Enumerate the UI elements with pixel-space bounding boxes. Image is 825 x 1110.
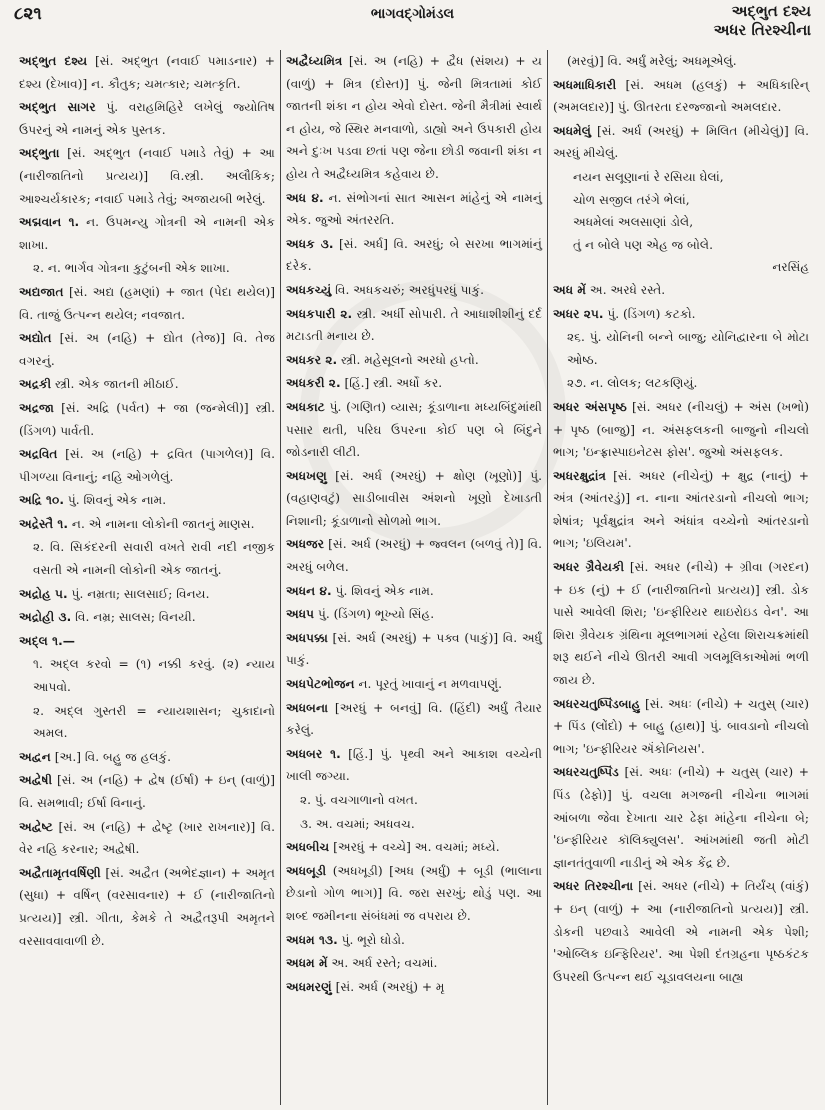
dictionary-entry [19, 96, 275, 141]
dictionary-entry [19, 536, 275, 581]
dictionary-entry [286, 627, 542, 672]
dictionary-entry [553, 120, 809, 165]
page-header [0, 0, 825, 50]
dictionary-entry [19, 142, 275, 210]
entry-definition: ન. પૂરતું ખાવાનું ન મળવાપણું. [354, 677, 503, 692]
entry-definition: વિ. અધકચરું; અરધુંપરધું પાકું. [331, 282, 484, 297]
entry-headword: અદ્ભુતા [19, 146, 60, 161]
entry-definition: અ. અર્ધ રસ્તે; વચમાં. [327, 956, 438, 971]
entry-definition: (અધખૂડી) [અધ (અર્ધું) + બૂડી (ભાલાના છેડાનો ગોળ ભાગ)] વિ. જરા સરખું; થોડું પણ. આ શબ્દ જમીનના સંબંધમાં જ વપરાય છે. [286, 863, 542, 923]
dictionary-entry [19, 769, 275, 814]
entry-headword: અધબીચ [286, 840, 330, 855]
entry-definition: [સં. અદ્ય (હમણાં) + જાત (પેદા થયેલ)] વિ. તાજું ઉત્પન્ન થયેલ; નવજાત. [19, 284, 275, 322]
dictionary-entry [286, 303, 542, 348]
entry-definition: ન. સંભોગનાં સાત આસન માંહેનું એ નામનું એક. જુઓ અંતરરતિ. [286, 190, 542, 228]
entry-definition: [સં. અદ્વૈત (અભેદજ્ઞાન) + અમૃત (સુધા) + વર્ષિન્ (વરસાવનાર) + ઈ (નારીજાતિનો પ્રત્યય)] સ્ત્રી. ગીતા, કેમકે તે અદ્વૈતરૂપી અમૃતને વરસાવવાવાળી છે. [19, 865, 275, 948]
entry-definition: ન. એ નામના લોકોની જાતનું માણસ. [68, 516, 255, 531]
entry-headword: અધકચ્યું [286, 282, 332, 297]
entry-definition: [સં. અધમ (હલકું) + અધિકારિન્ (અમલદાર)] પું. ઊતરતા દરજ્જાનો અમલદાર. [553, 77, 809, 115]
entry-definition: સ્ત્રી. મહેસૂલનો અરધો હપ્તો. [337, 352, 479, 367]
verse-line: તું ન બોલે પણ એહ જ બોલે. [573, 237, 713, 252]
dictionary-entry [19, 583, 275, 606]
dictionary-entry [19, 211, 275, 256]
entry-headword: અદ્મવાન ૧. [19, 215, 80, 230]
entry-definition: ૧. અદ્લ કરવો = (૧) નક્કી કરવું. (૨) ન્યાય આપવો. [33, 657, 275, 695]
page-number: ૮૨૧ [14, 4, 42, 24]
entry-definition: [અરધું + વચ્ચે] અ. વચમાં; મધ્યે. [329, 840, 500, 855]
entry-definition: ૩. અ. વચમાં; અધવચ. [300, 816, 415, 831]
dictionary-entry [286, 836, 542, 859]
dictionary-entry [19, 816, 275, 861]
entry-headword: અધકર ૨. [286, 352, 338, 367]
entry-definition: ૨. પું. વચગાળાનો વખત. [300, 793, 418, 807]
dictionary-entry [286, 813, 542, 836]
book-title: ભાગવદ્ગોમંડલ [370, 6, 455, 22]
entry-headword: અદ્વેષી [19, 773, 53, 788]
entry-headword: અદ્ભુત દશ્ય [19, 54, 88, 68]
dictionary-entry [19, 397, 275, 442]
entry-headword: અધરચતુષ્પિંડ [553, 765, 619, 780]
entry-definition: વિ. નમ્ર; સાલસ; વિનયી. [71, 610, 196, 625]
entry-definition: [સં. અર્ધ (અરધું) + મિલિત (મીચેલું)] વિ. અરધું મીચેલું. [553, 123, 809, 161]
dictionary-entry [286, 396, 542, 464]
entry-definition: પું. (ગણિત) વ્યાસ; કૂંડાળાના મધ્યબિંદુમાંથી પસાર થતી, પરિઘ ઉપરના કોઈ પણ બે બિંદુને જોડનારી લીટી. [286, 399, 542, 460]
dictionary-entry [553, 761, 809, 874]
verse-attribution: નરસિંહ [772, 260, 809, 275]
entry-headword: અધબર ૧. [286, 746, 341, 761]
dictionary-entry [553, 465, 809, 555]
entry-definition: સ્ત્રી. એક જાતની મીઠાઈ. [51, 377, 179, 392]
dictionary-entry [286, 187, 542, 232]
entry-definition: પું. શિવનું એક નામ. [64, 493, 167, 508]
guide-words [714, 2, 811, 40]
dictionary-entry [19, 746, 275, 769]
dictionary-entry [286, 789, 542, 812]
entry-definition: [સં. અધર (નીચે) + ગ્રીવા (ગરદન) + ઇક (નું) + ઈ (નારીજાતિનો પ્રત્યય)] સ્ત્રી. ડોક પાસે આવેલી શિરા; 'ઇન્ફીરિયર થાઇરોઇડ વેન'. આ શિરા ગ્રૈવેયક ગ્રંથિના મૂલભાગમાં રહેલા શિરાચક્રમાંથી શરૂ થઈને નીચે ઊતરી આવી ગલમૂલિકાઓમાં ભળી જાય છે. [553, 560, 809, 688]
entry-definition: [સં. અધર (નીચેનું) + ક્ષુદ્ર (નાનું) + અંત્ર (આંતરડું)] ન. નાના આંતરડાનો નીચલો ભાગ; શેષાંત્ર; પૂર્વક્ષુદ્રાંત્ર અને અંધાંત્ર વચ્ચેનો આંતરડાનો ભાગ; 'ઇલિયમ'. [553, 468, 809, 551]
dictionary-entry [553, 50, 809, 73]
dictionary-entry [553, 303, 809, 326]
dictionary-entry [286, 465, 542, 533]
dictionary-entry [286, 233, 542, 278]
dictionary-entry [553, 372, 809, 395]
entry-headword: અદ્રકી [19, 377, 52, 392]
dictionary-entry [286, 580, 542, 603]
entry-headword: અધર ૨૫. [553, 306, 604, 321]
entry-headword: અધરચતુષ્પિંડબાહુ [553, 696, 641, 711]
entry-headword: અધજર [286, 537, 325, 552]
entry-definition: [સં. અર્ધ (અરધું) + મૃ [331, 979, 445, 994]
entry-definition: સ્ત્રી. અર્ધી સોપારી. તે આધાશીશીનું દર્દ મટાડતી મનાય છે. [286, 306, 543, 344]
entry-headword: અદ્લ ૧.— [19, 633, 75, 648]
dictionary-entry [286, 673, 542, 696]
entry-headword: અદ્રેસ્તૈ ૧. [19, 516, 69, 531]
entry-definition: ન. ઉપમન્યુ ગોત્રની એ નામની એક શાખા. [19, 215, 276, 252]
entry-headword: અધમેલું [553, 123, 591, 138]
entry-definition: ૨૬. પું. યોનિની બન્ને બાજુ; યોનિદ્વારના બે મોટા ઓષ્ઠ. [567, 330, 809, 367]
dictionary-entry [286, 952, 542, 975]
entry-headword: અદ્રોહી ૩. [19, 610, 72, 625]
entry-headword: અદ્વૈધ્યમિત્ર [286, 54, 343, 68]
entry-definition: [હિં.] પું. પૃથ્વી અને આકાશ વચ્ચેની ખાલી જગ્યા. [286, 746, 542, 784]
entry-definition: [સં. અર્ધ (અરધું) + ક્ષોણ (ખૂણો)] પું. (વહાણવટું) સાડીબાવીસ અંશનો ખૂણો દેખાડતી નિશાની; કૂંડાળાનો સોળમો ભાગ. [286, 468, 542, 528]
column-3 [547, 50, 814, 1105]
dictionary-entry [19, 630, 275, 653]
entry-definition: ૨. વિ. સિકંદરની સવારી વખતે રાવી નદી નજીક વસતી એ નામની લોકોની એક જાતનું. [33, 540, 275, 578]
dictionary-entry [286, 697, 542, 742]
entry-definition: [સં. અધઃ (નીચે) + ચતુસ્ (ચાર) + પિંડ (ઢેફો)] પું. વચલા મગજની નીચેના ભાગમાં આંબળા જેવા દેખાતા ચાર ઢેફા માંહેના નીચેના બે; 'ઇન્ફીરિયર કૉલિક્યુલસ'. આંખમાંથી જતી મોટી જ્ઞાનતંતુવાળી નાડીનું એ એક કેંદ્ર છે. [553, 765, 809, 870]
entry-definition: [સં. અ (નહિ) + દ્વૈધ (સંશય) + ય (વાળું) + મિત્ર (દોસ્ત)] પું. જેની મિત્રતામાં કોઈ જાતની શંકા ન હોય એવો દોસ્ત. જેની મૈત્રીમાં સ્વાર્થ ન હોય, જે સ્થિર મનવાળો, ડાહ્યો અને ઉપકારી હોય અને દુઃખ પડવા છતાં પણ જેના છોડી જવાની શંકા ન હોય તે અદ્વૈધ્યમિત્ર કહેવાય છે. [286, 54, 542, 181]
entry-headword: અદ્રિ ૧૦. [19, 493, 64, 508]
entry-definition: [સં. અદ્ભુત (નવાઈ પમાડનાર) + દશ્ય (દેખાવ)] ન. કૌતુક; ચમત્કાર; ચમત્કૃતિ. [19, 54, 275, 91]
dictionary-entry [19, 653, 275, 698]
entry-definition: [સં. અ (નહિ) + દ્યોત (તેજ)] વિ. તેજ વગરનું. [19, 331, 275, 368]
dictionary-entry [286, 372, 542, 395]
entry-definition: ૨. અદ્લ ગુસ્તરી = ન્યાયશાસન; ચુકાદાનો અમલ. [33, 703, 275, 741]
entry-definition: [સં. અદ્ભુત (નવાઈ પમાડે તેવું) + આ (નારીજાતિનો પ્રત્યય)] વિ.સ્ત્રી. અલૌકિક; આશ્ચર્યકારક; નવાઈ પમાડે તેવું; અજાયબી ભરેલું. [19, 146, 275, 206]
column-1 [14, 50, 280, 1105]
entry-headword: અદ્યજાત [19, 284, 64, 299]
entry-headword: અદ્વન [19, 749, 51, 764]
entry-headword: અધખણુ [286, 468, 327, 483]
entry-definition: [સં. અધઃ (નીચે) + ચતુસ્ (ચાર) + પિંડ (લોંદો) + બાહુ (હાથ)] પું. બાવડાનો નીચલો ભાગ; 'ઇન્ફીરિયર ઍંકોનિયસ'. [553, 696, 809, 756]
entry-headword: અદ્રવિત [19, 447, 58, 462]
entry-headword: અધમાધિકારી [553, 77, 617, 92]
entry-definition: [સં. અ (નહિ) + દ્રવિત (પાગળેલ)] વિ. પીગળ્યા વિનાનું; નહિ ઓગળેલું. [19, 447, 275, 484]
entry-headword: અદ્ભુત સાગર [19, 100, 96, 115]
guide-word-last: અધર તિરશ્ચીના [713, 21, 811, 39]
dictionary-entry [286, 533, 542, 578]
entry-headword: અધમ મેં [286, 956, 328, 971]
dictionary-entry [553, 396, 809, 464]
dictionary-entry [286, 603, 542, 626]
entry-definition: [અરધું + બનવું] વિ. (હિંદી) અર્ધું તૈયાર કરેલું. [286, 700, 542, 738]
entry-headword: અધબના [286, 700, 329, 715]
verse-line: ચોળ સજીલ તરંગે ભેલાં, [573, 192, 690, 207]
dictionary-entry [553, 326, 809, 371]
dictionary-entry [19, 443, 275, 488]
dictionary-entry [553, 875, 809, 988]
dictionary-entry [19, 862, 275, 952]
dictionary-columns [14, 50, 814, 1105]
dictionary-entry [286, 929, 542, 952]
entry-headword: અધર અંસપૃષ્ઠ [553, 399, 627, 414]
entry-definition: અ. અરધે રસ્તે. [586, 282, 666, 297]
entry-headword: અધક ૩. [286, 236, 334, 251]
dictionary-entry [19, 281, 275, 326]
entry-headword: અધમરણું [286, 979, 332, 994]
entry-definition: [સં. અધર (નીચે) + તિર્યંચ્ (વાંકું) + ઇન્ (વાળું) + આ (નારીજાતિનો પ્રત્યય)] સ્ત્રી. ડોકની પછવાડે આવેલી એ નામની એક પેશી; 'ઓબ્લિક ઇન્ફિરિયર'. આ પેશી દંતગ્રહના પૃષ્ઠકંટક ઉપરથી ઉત્પન્ન થઈ ચૂડાવલયના બાહ્ય [553, 879, 810, 984]
entry-headword: અધકપારી ૨. [286, 306, 353, 321]
entry-headword: અદ્યોત [19, 331, 52, 346]
entry-headword: અદ્રજા [19, 400, 55, 415]
entry-headword: અધરક્ષુદ્રાંત્ર [553, 468, 607, 483]
entry-headword: અધપક્કા [286, 630, 328, 645]
dictionary-entry [286, 860, 542, 928]
entry-headword: અધકરી ૨. [286, 376, 341, 391]
dictionary-entry [19, 50, 275, 95]
entry-headword: અધબૂડી [286, 863, 327, 878]
entry-definition: પું. (ડિંગળ) કટકો. [603, 306, 696, 321]
dictionary-entry [19, 489, 275, 512]
dictionary-entry [286, 349, 542, 372]
entry-definition: [અ.] વિ. બહુ જ હલકું. [50, 749, 172, 764]
entry-definition: [હિં.] સ્ત્રી. અર્ધો કર. [340, 376, 443, 391]
entry-headword: અદ્વૈતામૃતવર્ષિણી [19, 865, 101, 880]
entry-headword: અદ્રોહ ૫. [19, 586, 68, 601]
entry-definition: ૨૭. ન. લોલક; લટકણિયું. [567, 376, 698, 391]
dictionary-entry [553, 279, 809, 302]
entry-headword: અધર ગ્રૈવેયકી [553, 560, 625, 575]
entry-headword: અધપ [286, 607, 315, 622]
verse-line: અધમેલાં અલસાણાં ડોલે, [573, 215, 694, 230]
dictionary-entry [19, 606, 275, 629]
entry-headword: અધન ૪. [286, 583, 332, 598]
entry-definition: [સં. અ (નહિ) + દ્વેષ્ટૃ (ખાર રાખનાર)] વિ. વેર નહિ કરનાર; અદ્વેષી. [19, 819, 275, 857]
entry-headword: અધકાટ [286, 399, 325, 414]
dictionary-entry [553, 556, 809, 692]
entry-definition: (મરવું)] વિ. અર્ધું મરેલું; અધમૂએલું. [567, 54, 737, 68]
dictionary-entry [19, 373, 275, 396]
dictionary-entry [286, 976, 542, 999]
dictionary-entry [19, 257, 275, 280]
dictionary-entry [553, 693, 809, 761]
guide-word-first: અદ્ભુત દશ્ય [731, 2, 811, 20]
entry-definition: [સં. અર્ધ (અરધું) + પક્વ (પાકું)] વિ. અર્ધું પાકું. [286, 630, 542, 668]
entry-definition: [સં. અર્ધ (અરધું) + જ્વલન (બળવું તે)] વિ. અરધું બળેલ. [286, 537, 542, 575]
entry-headword: અધ ૪. [286, 190, 324, 205]
entry-definition: [સં. અધર (નીચલું) + અંસ (ખભો) + પૃષ્ઠ (બાજુ)] ન. અંસફલકની બાજુનો નીચલો ભાગ; 'ઇન્ફ્રાસ્પાઇનેટસ ફોસ'. જુઓ અંસફલક. [553, 399, 809, 460]
entry-definition: પું. વરાહમિહિરે લખેલું જ્યોતિષ ઉપરનું એ નામનું એક પુસ્તક. [19, 100, 275, 137]
verse-line: નયન સલૂણાનાં રે રસિયા ઘેલાં, [573, 169, 724, 184]
entry-definition: પું. ભૂરો ઘોડો. [337, 932, 405, 947]
entry-definition: પું. નમ્રતા; સાલસાઈ; વિનય. [67, 586, 210, 601]
dictionary-entry [19, 700, 275, 745]
entry-definition: ૨. ન. ભાર્ગવ ગોત્રના કુટુંબની એક શાખા. [33, 261, 230, 276]
dictionary-entry [286, 743, 542, 788]
dictionary-entry [553, 74, 809, 119]
entry-headword: અધપેટભોજન [286, 677, 355, 692]
column-2 [280, 50, 547, 1105]
dictionary-entry [19, 513, 275, 536]
entry-headword: અધ મેં [553, 282, 587, 297]
dictionary-entry [286, 279, 542, 302]
entry-headword: અધમ ૧૩. [286, 932, 338, 947]
entry-definition: પું. (ડિંગળ) ભૂખ્યો સિંહ. [314, 607, 435, 622]
entry-definition: પું. શિવનું એક નામ. [331, 583, 434, 598]
entry-headword: અદ્વેષ્ટ [19, 819, 54, 834]
entry-definition: [સં. અર્ધ] વિ. અરધું; બે સરખા ભાગમાંનું દરેક. [286, 236, 542, 274]
entry-definition: [સં. અ (નહિ) + દ્વેષ (ઈર્ષા) + ઇન્ (વાળું)] વિ. સમભાવી; ઈર્ષા વિનાનું. [19, 773, 275, 810]
entry-headword: અધર તિરશ્ચીના [553, 879, 634, 894]
entry-definition: [સં. અદ્રિ (પર્વત) + જા (જન્મેલી)] સ્ત્રી. (ડિંગળ) પાર્વતી. [19, 400, 275, 438]
dictionary-entry [19, 327, 275, 372]
dictionary-entry [286, 50, 542, 186]
